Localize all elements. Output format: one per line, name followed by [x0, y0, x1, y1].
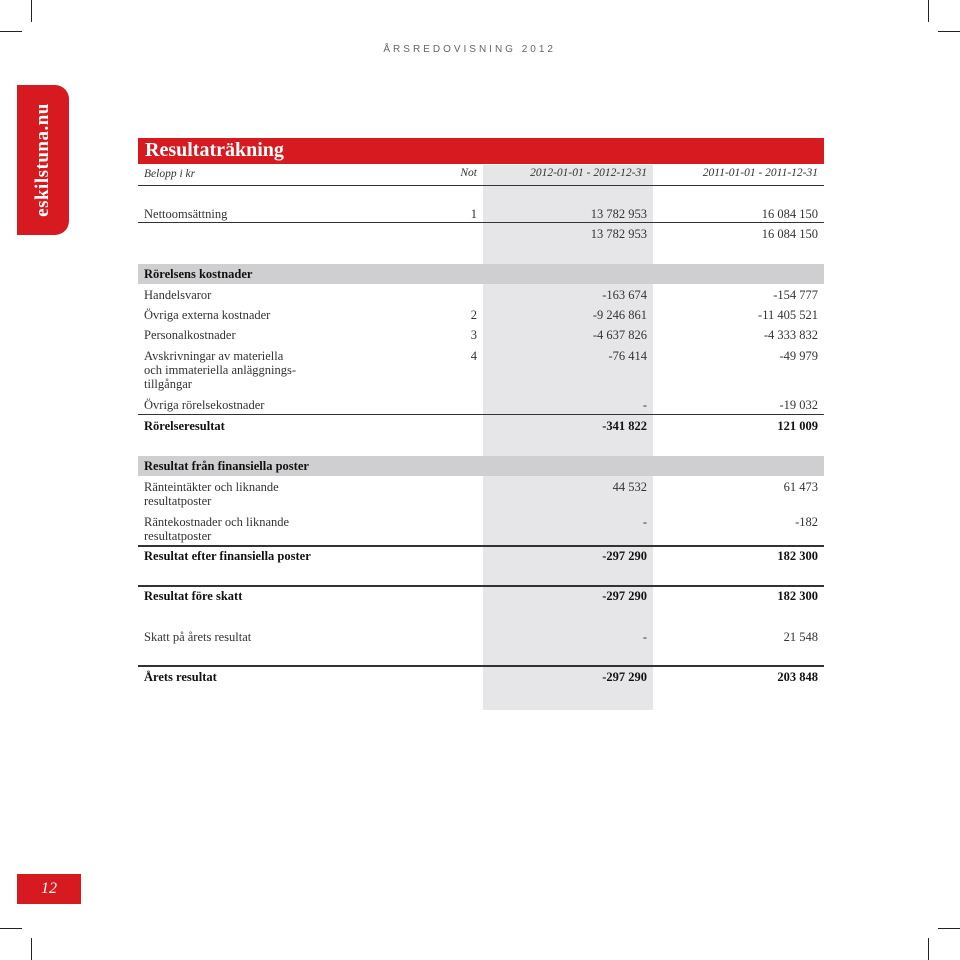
row-value-2011: 203 848 — [777, 670, 818, 684]
row-value-2011: 21 548 — [783, 630, 818, 644]
divider — [138, 665, 824, 667]
section-header — [138, 264, 824, 284]
row-value-2012: -297 290 — [602, 670, 647, 684]
row-label: Nettoomsättning — [144, 207, 228, 221]
side-tab — [17, 85, 69, 235]
table-row — [138, 398, 824, 414]
crop-mark — [31, 938, 32, 960]
row-value-2011: 16 084 150 — [761, 207, 818, 221]
row-value-2011: 182 300 — [777, 549, 818, 563]
running-header: ÅRSREDOVISNING 2012 — [383, 44, 556, 55]
title-bar — [138, 138, 824, 164]
row-not: 3 — [470, 328, 477, 342]
row-label: tillgångar — [144, 377, 192, 391]
row-value-2012: - — [642, 515, 647, 529]
row-label: Räntekostnader och liknande — [144, 515, 290, 529]
table-row — [138, 549, 824, 565]
column-label-period2: 2011-01-01 - 2011-12-31 — [702, 167, 818, 179]
divider — [138, 545, 824, 547]
row-value-2012: - — [642, 630, 647, 644]
row-value-2012: 13 782 953 — [590, 227, 647, 241]
row-value-2012: - — [642, 398, 647, 412]
section-header — [138, 456, 824, 476]
row-value-2011: -19 032 — [779, 398, 818, 412]
table-row — [138, 288, 824, 304]
column-header-row — [138, 167, 824, 183]
row-value-2011: -49 979 — [779, 349, 818, 363]
row-value-2012: -76 414 — [608, 349, 647, 363]
row-value-2011: -4 333 832 — [763, 328, 818, 342]
row-label: Avskrivningar av materiella — [144, 349, 284, 363]
crop-mark — [928, 938, 929, 960]
row-value-2011: 61 473 — [783, 480, 818, 494]
column-label-not: Not — [460, 167, 477, 179]
current-year-column-shade — [483, 165, 653, 710]
row-label: och immateriella anläggnings- — [144, 363, 297, 377]
row-value-2012: -297 290 — [602, 589, 647, 603]
table-row — [138, 328, 824, 344]
table-row — [138, 349, 824, 393]
page-title: Resultaträkning — [145, 139, 284, 161]
row-not: 2 — [470, 308, 477, 322]
section-title: Rörelsens kostnader — [144, 267, 253, 281]
page-number-badge — [17, 874, 81, 904]
row-value-2011: -154 777 — [773, 288, 818, 302]
row-label: Skatt på årets resultat — [144, 630, 252, 644]
row-value-2011: 16 084 150 — [761, 227, 818, 241]
row-label: Övriga rörelsekostnader — [144, 398, 265, 412]
row-label: Personalkostnader — [144, 328, 236, 342]
row-value-2012: -163 674 — [602, 288, 647, 302]
crop-mark — [0, 31, 22, 32]
row-value-2011: 182 300 — [777, 589, 818, 603]
row-label: resultatposter — [144, 494, 212, 508]
crop-mark — [0, 928, 22, 929]
page-number: 12 — [41, 880, 57, 897]
row-value-2011: -11 405 521 — [758, 308, 818, 322]
row-label: Rörelseresultat — [144, 419, 225, 433]
table-row — [138, 308, 824, 324]
row-label: Årets resultat — [144, 670, 217, 684]
table-row — [138, 419, 824, 435]
crop-mark — [938, 928, 960, 929]
row-label: Handelsvaror — [144, 288, 212, 302]
divider — [138, 414, 824, 415]
row-value-2012: -4 637 826 — [592, 328, 647, 342]
divider — [138, 585, 824, 587]
column-label-belopp: Belopp i kr — [144, 168, 196, 180]
table-row — [138, 630, 824, 646]
row-label: Övriga externa kostnader — [144, 308, 271, 322]
crop-mark — [928, 0, 929, 22]
row-value-2012: 13 782 953 — [590, 207, 647, 221]
table-row — [138, 480, 824, 510]
table-row — [138, 589, 824, 605]
row-value-2012: 44 532 — [612, 480, 647, 494]
section-title: Resultat från finansiella poster — [144, 459, 309, 473]
row-label: resultatposter — [144, 529, 212, 543]
row-value-2012: -341 822 — [602, 419, 647, 433]
divider — [138, 222, 824, 223]
row-value-2012: -297 290 — [602, 549, 647, 563]
row-not: 4 — [470, 349, 477, 363]
divider — [138, 185, 824, 186]
row-value-2012: -9 246 861 — [592, 308, 647, 322]
side-tab-label: eskilstuna.nu — [32, 103, 53, 217]
crop-mark — [31, 0, 32, 22]
table-row — [138, 670, 824, 686]
row-label: Ränteintäkter och liknande — [144, 480, 279, 494]
table-row — [138, 207, 824, 223]
row-label: Resultat efter finansiella poster — [144, 549, 311, 563]
row-label: Resultat före skatt — [144, 589, 243, 603]
table-row — [138, 515, 824, 545]
table-row — [138, 227, 824, 243]
crop-mark — [938, 31, 960, 32]
row-value-2011: 121 009 — [777, 419, 818, 433]
row-not: 1 — [470, 207, 477, 221]
column-label-period1: 2012-01-01 - 2012-12-31 — [530, 167, 647, 179]
row-value-2011: -182 — [795, 515, 818, 529]
